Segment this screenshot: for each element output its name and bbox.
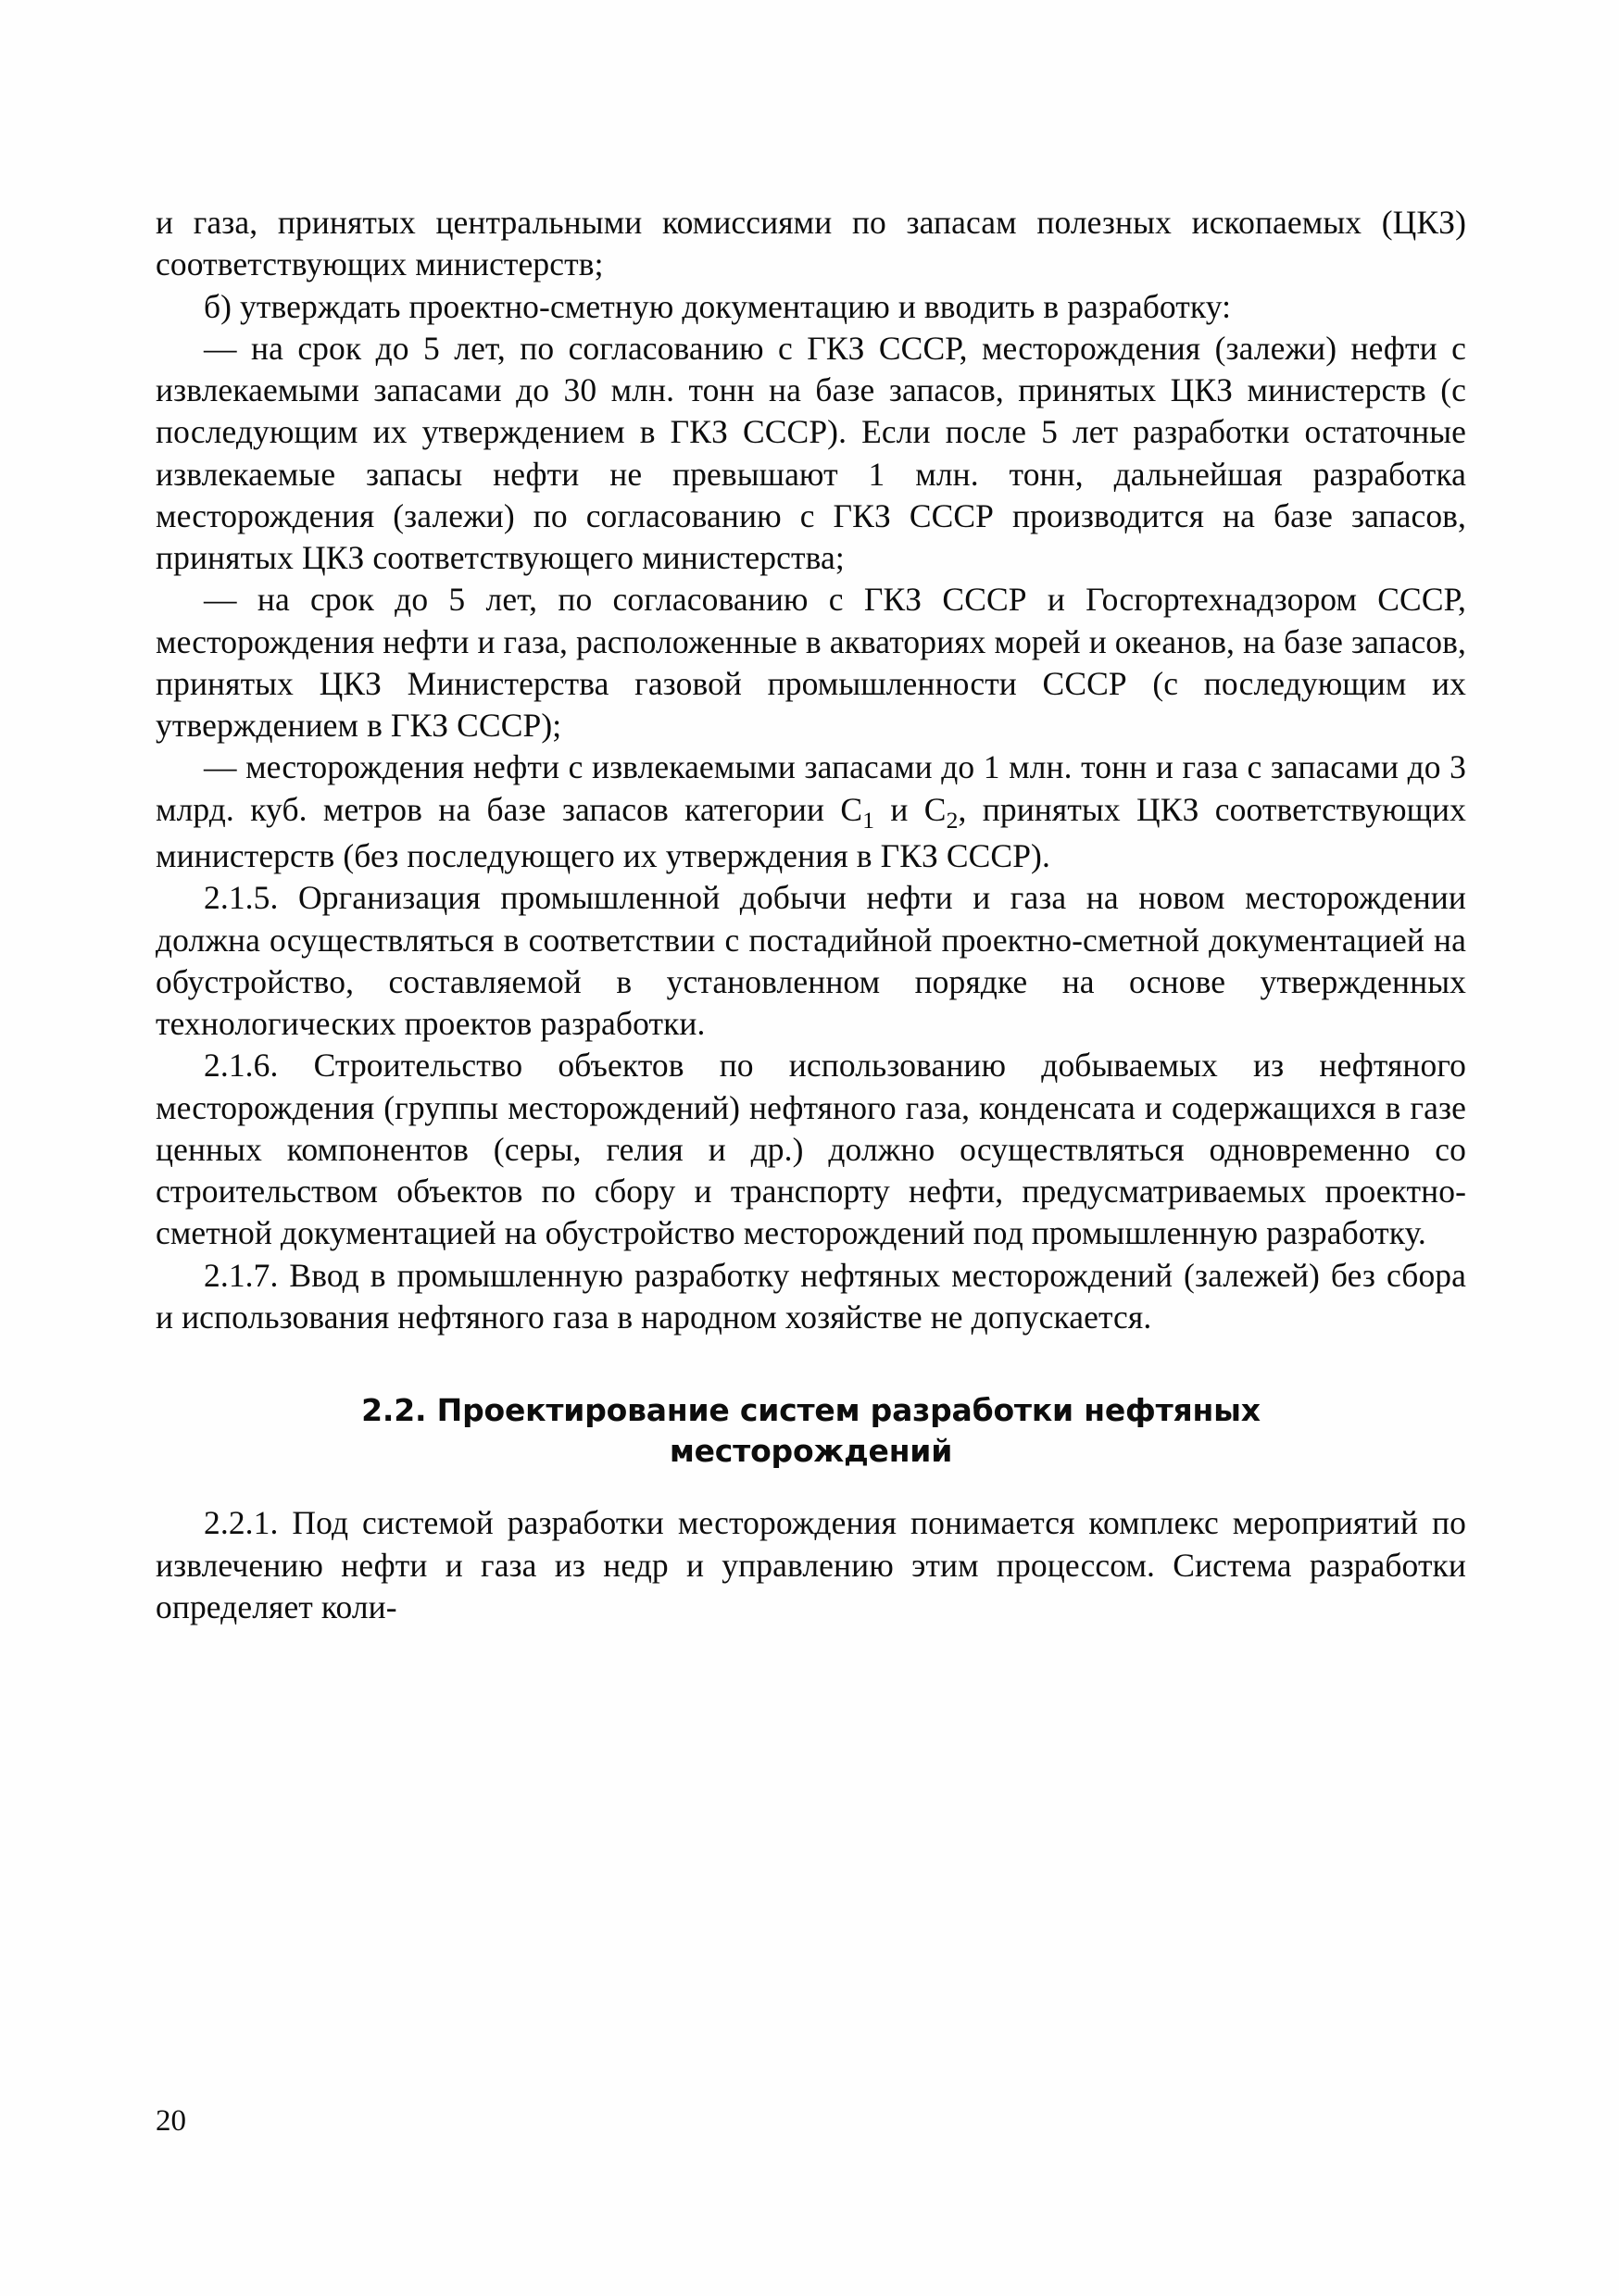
paragraph-clause-2-2-1: 2.2.1. Под системой разработки месторождения понимается комплекс мероприятий по извлечению нефти и газа из недр и управлению этим процессом. Система разработки определяет коли- bbox=[156, 1504, 1466, 1625]
page-number: 20 bbox=[156, 2104, 186, 2138]
paragraph-item-b: б) утверждать проектно-сметную документацию и вводить в разработку: bbox=[204, 287, 1232, 325]
dash-item-3-text-part-1: — месторождения нефти с извлекаемыми запасами до 1 млн. тонн и газа с запасами до 3 млрд. куб. метров на базе запасов категории С bbox=[156, 748, 1466, 828]
paragraph-clause-2-1-5: 2.1.5. Организация промышленной добычи нефти и газа на новом месторождении должна осуществляться в соответствии с постадийной проектно-сметной документацией на обустройство, составляемой в установленном порядке на основе утвержденных технологических проектов разработки. bbox=[156, 879, 1466, 1043]
subscript-c2: 2 bbox=[946, 806, 959, 834]
section-heading-line-2: месторождений bbox=[669, 1432, 953, 1469]
paragraph-continued-intro: и газа, принятых центральными комиссиями по запасам полезных ископаемых (ЦКЗ) соответствующих министерств; bbox=[156, 204, 1466, 283]
section-heading-2-2 bbox=[156, 1390, 1466, 1471]
page-body bbox=[156, 202, 1466, 1628]
subscript-c1: 1 bbox=[862, 806, 875, 834]
dash-item-3-text-part-2: и С bbox=[874, 790, 947, 828]
paragraph-dash-item-3 bbox=[156, 747, 1466, 877]
dash-item-3-text-part-3: , принятых ЦКЗ соответствующих министерств (без последующего их утверждения в ГКЗ СССР). bbox=[156, 790, 1467, 875]
section-heading-line-1: 2.2. Проектирование систем разработки нефтяных bbox=[361, 1392, 1261, 1429]
paragraph-dash-item-1: — на срок до 5 лет, по согласованию с ГКЗ СССР, месторождения (залежи) нефти с извлекаемыми запасами до 30 млн. тонн на базе запасов, принятых ЦКЗ министерств (с последующим их утверждением в ГКЗ СССР). Если после 5 лет разработки остаточные извлекаемые запасы нефти не превышают 1 млн. тонн, дальнейшая разработка месторождения (залежи) по согласованию с ГКЗ СССР производится на базе запасов, принятых ЦКЗ соответствующего министерства; bbox=[156, 329, 1466, 576]
paragraph-clause-2-1-6: 2.1.6. Строительство объектов по использованию добываемых из нефтяного месторождения (группы месторождений) нефтяного газа, конденсата и содержащихся в газе ценных компонентов (серы, гелия и др.) должно осуществляться одновременно со строительством объектов по сбору и транспорту нефти, предусматриваемых проектно-сметной документацией на обустройство месторождений под промышленную разработку. bbox=[156, 1047, 1466, 1252]
paragraph-clause-2-1-7: 2.1.7. Ввод в промышленную разработку нефтяных месторождений (залежей) без сбора и использования нефтяного газа в народном хозяйстве не допускается. bbox=[156, 1256, 1466, 1336]
paragraph-dash-item-2: — на срок до 5 лет, по согласованию с ГКЗ СССР и Госгортехнадзором СССР, месторождения нефти и газа, расположенные в акваториях морей и океанов, на базе запасов, принятых ЦКЗ Министерства газовой промышленности СССР (с последующим их утверждением в ГКЗ СССР); bbox=[156, 581, 1466, 744]
